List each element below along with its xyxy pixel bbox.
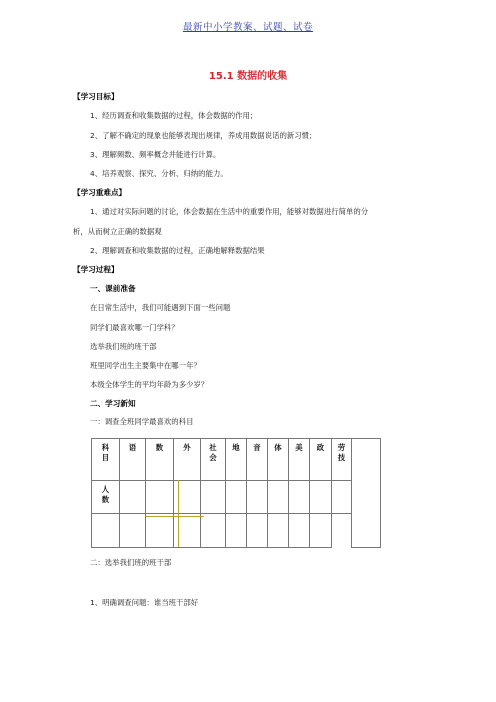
blank-cell bbox=[146, 514, 174, 548]
blank-cell bbox=[247, 514, 268, 548]
section-heading: 二、学习新知 bbox=[90, 399, 136, 408]
blank-cell bbox=[289, 514, 310, 548]
count-row-label: 人 数 bbox=[92, 481, 120, 514]
goal-item: 4、培养观察、探究、分析、归纳的能力。 bbox=[90, 169, 228, 178]
header-cell-geography: 地 bbox=[226, 439, 247, 481]
header-cell-math: 数 bbox=[146, 439, 174, 481]
process-heading: 【学习过程】 bbox=[73, 265, 119, 274]
header-cell-music: 音 bbox=[247, 439, 268, 481]
question-1: 一：调查全班同学最喜欢的科目 bbox=[90, 417, 194, 426]
goals-heading: 【学习目标】 bbox=[73, 92, 119, 101]
prep-line: 在日常生活中，我们可能遇到下面一些问题 bbox=[90, 303, 231, 312]
blank-cell bbox=[310, 514, 332, 548]
header-cell-pe: 体 bbox=[268, 439, 289, 481]
count-cell bbox=[332, 481, 352, 514]
page-header-link[interactable]: 最新中小学教案、试题、试卷 bbox=[182, 22, 313, 33]
count-cell bbox=[146, 481, 174, 514]
key-points-heading: 【学习重难点】 bbox=[73, 188, 127, 197]
count-cell bbox=[310, 481, 332, 514]
header-cell-labor-tech: 劳 技 bbox=[332, 439, 352, 481]
header-cell-foreign: 外 bbox=[174, 439, 201, 481]
blank-cell bbox=[120, 514, 146, 548]
question-2-item: 1、明确调查问题：谁当班干部好 bbox=[90, 598, 199, 607]
header-cell-art: 美 bbox=[289, 439, 310, 481]
header-cell-chinese: 语 bbox=[120, 439, 146, 481]
key-point-item-continued: 析，从而树立正确的数据观 bbox=[73, 227, 162, 236]
prep-line: 同学们最喜欢哪一门学科？ bbox=[90, 323, 179, 332]
goal-item: 2、了解不确定的现象也能够表现出规律，养成用数据说话的新习惯； bbox=[90, 131, 317, 140]
header-cell-politics: 政 bbox=[310, 439, 332, 481]
question-2: 二：选举我们班的班干部 bbox=[90, 558, 172, 567]
prep-line: 选举我们班的班干部 bbox=[90, 342, 157, 351]
cell-cursor-line bbox=[178, 480, 179, 547]
section-heading: 一、课前准备 bbox=[90, 284, 136, 293]
page-title: 15.1 数据的收集 bbox=[208, 71, 288, 82]
count-cell bbox=[120, 481, 146, 514]
goal-item: 1、经历调查和收集数据的过程，体会数据的作用； bbox=[90, 111, 258, 120]
header-cell-subject: 科 目 bbox=[92, 439, 120, 481]
blank-cell bbox=[201, 514, 226, 548]
prep-line: 本级全体学生的平均年龄为多少岁？ bbox=[90, 380, 209, 389]
count-cell bbox=[289, 481, 310, 514]
prep-line: 班里同学出生主要集中在哪一年？ bbox=[90, 361, 201, 370]
key-point-item: 2、理解调查和收集数据的过程，正确地解释数据结果 bbox=[90, 246, 265, 255]
key-point-item: 1、通过对实际问题的讨论，体会数据在生活中的重要作用，能够对数据进行简单的分 bbox=[90, 207, 369, 216]
header-cell-empty bbox=[352, 439, 381, 548]
goal-item: 3、理解频数、频率概念并能进行计算。 bbox=[90, 150, 221, 159]
subject-survey-table bbox=[91, 438, 381, 548]
header-cell-society: 社 会 bbox=[201, 439, 226, 481]
count-cell bbox=[226, 481, 247, 514]
cell-cursor-line bbox=[146, 516, 204, 517]
blank-cell bbox=[268, 514, 289, 548]
count-cell bbox=[201, 481, 226, 514]
count-cell bbox=[268, 481, 289, 514]
count-cell bbox=[247, 481, 268, 514]
blank-cell bbox=[92, 514, 120, 548]
blank-cell bbox=[226, 514, 247, 548]
